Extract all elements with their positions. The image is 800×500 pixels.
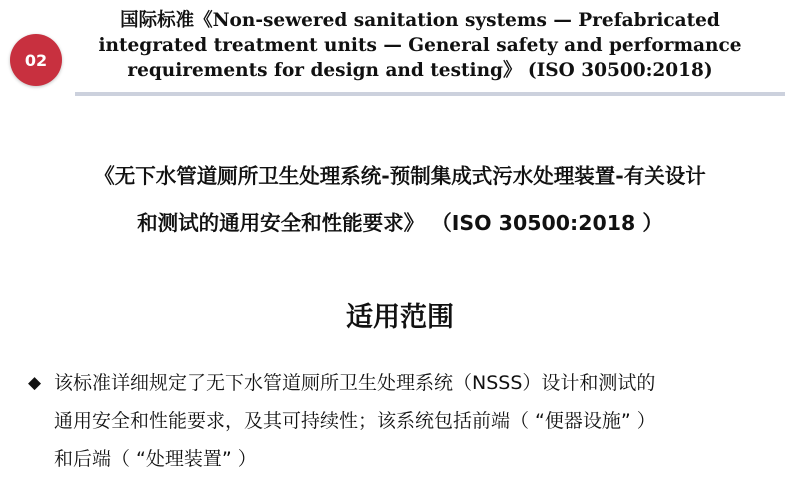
scope-text bbox=[54, 364, 784, 478]
scope-text-line-3: 和后端（ “处理装置” ） bbox=[54, 448, 257, 470]
scope-text-line-1: 该标准详细规定了无下水管道厕所卫生处理系统（NSSS）设计和测试的 bbox=[54, 372, 656, 394]
header-title-line-2: integrated treatment units — General safety and performance bbox=[98, 35, 742, 56]
diamond-bullet-icon: ◆ bbox=[28, 373, 42, 393]
section-number: 02 bbox=[24, 50, 48, 70]
header-divider bbox=[75, 92, 785, 96]
header-title bbox=[70, 8, 770, 83]
scope-text-line-2: 通用安全和性能要求，及其可持续性；该系统包括前端（ “便器设施” ） bbox=[54, 410, 656, 432]
section-number-badge bbox=[10, 34, 62, 86]
document-title bbox=[0, 153, 800, 247]
section-heading: 适用范围 bbox=[346, 302, 454, 333]
header-title-line-3: requirements for design and testing》 (ISO 30500:2018) bbox=[127, 60, 713, 81]
document-title-line-2: 和测试的通用安全和性能要求》 （ISO 30500:2018 ） bbox=[137, 211, 663, 235]
document-title-line-1: 《无下水管道厕所卫生处理系统-预制集成式污水处理装置-有关设计 bbox=[94, 164, 706, 188]
header-title-line-1: 国际标准《Non-sewered sanitation systems — Prefabricated bbox=[120, 10, 720, 31]
